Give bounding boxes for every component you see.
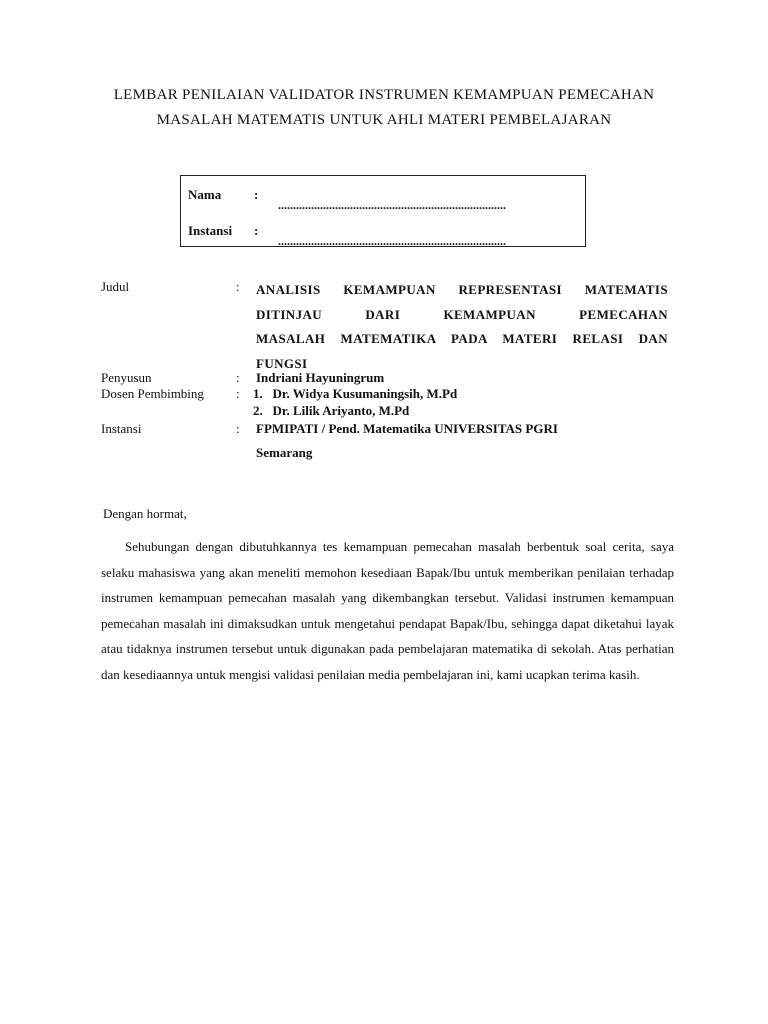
- nama-label: Nama: [188, 187, 222, 202]
- instansi-label: Instansi: [101, 421, 142, 436]
- dosen-label: Dosen Pembimbing: [101, 386, 204, 401]
- validator-identity-box: [180, 175, 586, 247]
- judul-line: DITINJAU DARI KEMAMPUAN PEMECAHAN: [256, 306, 668, 322]
- document-title-line-2: MASALAH MATEMATIS UNTUK AHLI MATERI PEMBELAJARAN: [156, 112, 612, 128]
- letter-greeting: Dengan hormat,: [103, 506, 187, 521]
- instansi-box-colon: :: [254, 223, 259, 238]
- judul-line: ANALISIS KEMAMPUAN REPRESENTASI MATEMATIS: [256, 282, 668, 297]
- letter-body: Sehubungan dengan dibutuhkannya tes kemampuan pemecahan masalah berbentuk soal cerita, saya selaku mahasiswa yang akan meneliti memohon kesediaan Bapak/Ibu untuk memberikan penilaian terhadap instrumen kemampuan pemecahan masalah yang dikembangkan tersebut. Validasi instrumen kemampuan pemecahan masalah ini dimaksudkan untuk mengetahui pendapat Bapak/Ibu, sehingga dapat diketahui layak atau tidaknya instrumen tersebut untuk digunakan pada pembelajaran matematika di sekolah. Atas perhatian dan kesediaannya untuk mengisi validasi penilaian media pembelajaran ini, kami ucapkan terima kasih.: [101, 539, 674, 682]
- judul-label: Judul: [101, 279, 130, 294]
- judul-value: [256, 278, 668, 376]
- instansi-value-line-2: Semarang: [256, 445, 313, 460]
- nama-colon: :: [254, 187, 259, 202]
- instansi-box-label: Instansi: [188, 223, 233, 238]
- dosen-item-1: 1. Dr. Widya Kusumaningsih, M.Pd: [253, 386, 458, 401]
- instansi-fill-line[interactable]: ............................................................................: [278, 234, 506, 248]
- judul-line: MASALAH MATEMATIKA PADA MATERI RELASI DAN: [256, 331, 668, 346]
- penyusun-colon: :: [236, 370, 240, 385]
- penyusun-label: Penyusun: [101, 370, 152, 385]
- dosen-item-2: 2. Dr. Lilik Ariyanto, M.Pd: [253, 403, 410, 418]
- instansi-colon: :: [236, 421, 240, 436]
- document-title-line-1: LEMBAR PENILAIAN VALIDATOR INSTRUMEN KEMAMPUAN PEMECAHAN: [113, 87, 655, 103]
- instansi-value-line-1: FPMIPATI / Pend. Matematika UNIVERSITAS PGRI: [256, 421, 558, 436]
- dosen-colon: :: [236, 386, 240, 401]
- judul-colon: :: [236, 279, 240, 294]
- nama-fill-line[interactable]: ............................................................................: [278, 198, 506, 212]
- judul-line: FUNGSI: [256, 355, 308, 371]
- penyusun-value: Indriani Hayuningrum: [256, 370, 385, 385]
